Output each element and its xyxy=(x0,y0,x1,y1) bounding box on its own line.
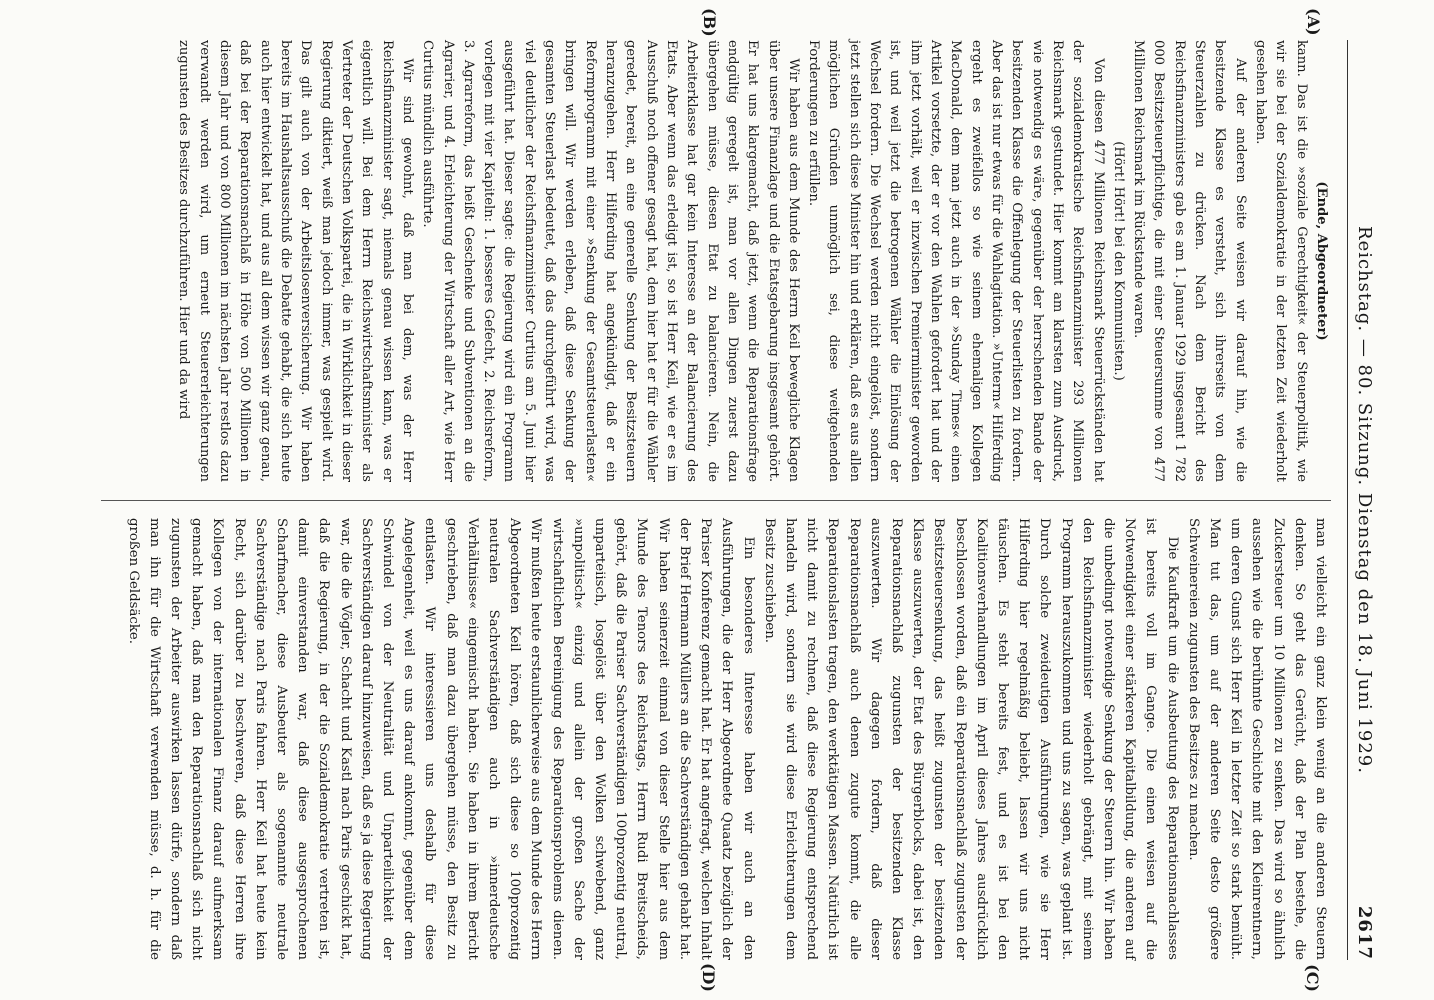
margin-marker-d: (D) xyxy=(699,962,718,992)
paragraph: Auf der anderen Seite weisen wir darauf hin, wie die besitzende Klasse es versteht, sich ihrerseits von dem Steuerzahlen zu drücken. Nach dem Bericht des Reichsfinanzministers gab es am 1. Januar 1929 insgesamt 1 782 000 Besitzsteuerpflichtige, die mit einer Steuersumme von 477 Millionen Reichsmark im Rückstande waren. xyxy=(1131,40,1248,482)
text-columns xyxy=(101,8,1331,992)
right-column xyxy=(101,518,1331,992)
paragraph: Wir sind gewohnt, daß man bei dem, was der Herr Reichsfinanzminister sagt, niemals genau wissen kann, was er eigentlich will. Bei dem Herrn Reichswirtschaftsminister als Vertreter der Deutschen Volkspartei, die in Wirklichkeit in dieser Regierung diktiert, weiß man jedoch immer, was gespielt wird. Das gilt auch von der Arbeitslosenversicherung. Wir haben bereits im Haushaltsausschuß die Debatte gehabt, die sich heute auch hier entwickelt hat, und aus all dem wissen wir ganz genau, daß bei der Reparationsnachlaß in Höhe von 500 Millionen in diesem Jahr und von 800 Millionen im nächsten Jahr restlos dazu verwandt werden wird, um erneut Steuererleichterungen zugunsten des Besitzes durchzuführen. Hier und da wird xyxy=(176,40,415,482)
paragraph: kann. Das ist die »soziale Gerechtigkeit« der Steuerpolitik, wie wir sie bei der Sozialdemokratie in der letzten Zeit wiederholt gesehen haben. xyxy=(1253,40,1309,482)
paragraph: Die Kaufkraft um die Ausbeutung des Reparationsnachlasses ist bereits voll im Gange. Die einen weisen auf die Notwendigkeit einer stärkeren Kapitalbildung, die anderen auf die unbedingt notwendige Senkung der Steuern hin. Wir haben den Reichsfinanzminister wiederholt gebrängt, mit seinem Programm herauszukommen und uns zu sagen, was geplant ist. Durch solche zweideutigen Ausführungen, wie sie Herr Hilferding hier regelmäßig beliebt, lassen wir uns nicht täuschen. Es steht bereits fest, und es ist bei den Koalitionsverhandlungen im April dieses Jahres ausdrücklich beschlossen worden, daß ein Reparationsnachlaß zugunsten der Besitzsteuersenkung, das heißt zugunsten der besitzenden Klasse auszuwerten, der Etat des Bürgerblocks, dabei ist, den Reparationsnachlaß zugunsten der besitzenden Klasse auszuwerten. Wir dagegen fordern, daß dieser Reparationsnachlaß auch denen zugute kommt, die alle Reparationslasten tragen, den werktätigen Massen. Natürlich ist nicht damit zu rechnen, daß diese Regierung entsprechend handeln wird, sondern sie wird diese Erleichterungen dem Besitz zuschieben. xyxy=(761,518,1180,960)
margin-marker-c: (C) xyxy=(1303,964,1322,992)
margin-marker-b: (B) xyxy=(700,8,719,37)
paragraph: Von diesen 477 Millionen Reichsmark Steuerrückständen hat der sozialdemokratische Reichsfinanzminister 293 Millionen Reichsmark gestundet. Hier kommt am klarsten zum Ausdruck, wie notwendig es wäre, gegenüber der herrschenden Bande der besitzenden Klasse die Offenlegung der Steuerlisten zu fordern. Aber das ist nur etwas für die Wahlagitation. »Unterm« Hilferding ergeht es zweifellos so wie seinem ehemaligen Kollegen MacDonald, dem man jetzt auch in der »Sunday Times« einen Artikel vorsetzte, der er vor den Wahlen gefordert hat und der ihm jetzt vorhält, weil er inzwischen Premierminister geworden ist, und weil jetzt die betrogenen Wähler die Einlösung der Wechsel fordern. Die Wechsel werden nicht eingelöst, sondern jetzt stellen sich diese Minister hin und erklären, daß es aus allen möglichen Gründen unmöglich sei, diese weitgehenden Forderungen zu erfüllen. xyxy=(806,40,1106,482)
page-title: Reichstag. — 80. Sitzung. Dienstag den 18. Juni 1929. xyxy=(1354,226,1376,774)
column-divider xyxy=(101,500,1331,501)
interjection: (Hört! Hört! bei den Kommunisten.) xyxy=(1110,141,1126,381)
paragraph: man vielleicht ein ganz klein wenig an die anderen Steuern denken. So geht das Gerücht, daß der Plan bestehe, die Zuckersteuer um 10 Millionen zu senken. Das wird so ähnlich aussehen wie die berühmte Geschichte mit den Kleinrentnern, um deren Gunst sich Herr Keil in letzter Zeit so stark bemüht. Man tut das, um auf der anderen Seite desto größere Schweinereien zugunsten des Besitzes zu machen. xyxy=(1185,518,1328,960)
paragraph: Wir haben aus dem Munde des Herrn Keil bewegliche Klagen über unsere Finanzlage und die Etatsgebarung insgesamt gehört. Er hat uns klargemacht, daß jetzt, wenn die Reparationsfrage endgültig geregelt ist, man vor allen Dingen zuerst dazu übergehen müsse, diesen Etat zu balancieren. Nein, die Arbeiterklasse hat gar kein Interesse an der Balancierung des Etats. Aber wenn das erledigt ist, so ist Herr Keil, wie er es im Ausschuß noch offener gesagt hat, dem hier hat er für die Wähler geredet, bereit, an eine generelle Senkung der Besitzsteuern heranzugehen. Herr Hilferding hat angekündigt, daß er ein Reformprogramm mit einer »Senkung der Gesamtsteuerlasten« bringen will. Wir werden erleben, daß diese Senkung der gesamten Steuerlast bedeutet, daß das durchgeführt wird, was viel deutlicher der Reichsfinanzminister Curtius am 5. Juni hier ausgeführt hat. Dieser sagte: die Regierung wird ein Programm vorlegen mit vier Kapiteln: 1. besseres Gefecht, 2. Reichsreform, 3. Agrarreform, das heißt Geschenke und Subventionen an die Agrarier, und 4. Erleichterung der Wirtschaft aller Art, wie Herr Curtius mündlich ausführte. xyxy=(420,40,801,482)
margin-marker-a: (A) xyxy=(1304,8,1323,36)
paragraph: Ein besonderes Interesse haben wir auch an den Ausführungen, die der Herr Abgeordnete Quaatz bezüglich der Pariser Konferenz gemacht hat. Er hat angefragt, welchen Inhalt der Brief Hermann Müllers an die Sachverständigen gehabt hat. Wir haben seinerzeit einmal von dieser Stelle hier aus dem Munde des Tenors des Reichstags, Herrn Rudi Breitscheids, gehört, daß die Pariser Sachverständigen 100prozentig neutral, unparteiisch, losgelöst über den Wolken schwebend, ganz »unpolitisch« einzig und allein der großen Sache der wirtschaftlichen Bereinigung des Reparationsproblems dienen. Wir mußten heute erstaunlicherweise aus dem Munde des Herrn Abgeordneten Keil hören, daß sich diese so 100prozentig neutralen Sachverständigen auch in »innerdeutsche Verhältnisse« eingemischt haben. Sie haben in ihrem Bericht geschrieben, daß man dazu übergehen müsse, den Besitz zu entlasten. Wir interessieren uns deshalb für diese Angelegenheit, weil es uns darauf ankommt, gegenüber dem Schwindel von der Neutralität und Unparteilichkeit der Sachverständigen darauf hinzuweisen, daß es ja diese Regierung war, die die Vögler, Schacht und Kastl nach Paris geschickt hat, daß die Regierung, in der die Sozialdemokratie vertreten ist, damit einverstanden war, daß diese ausgesprochenen Scharfmacher, diese Ausbeuter als sogenannte neutrale Sachverständige nach Paris fahren. Herr Keil hat heute kein Recht, sich darüber zu beschweren, daß diese Herren ihre Kollegen von der internationalen Finanz darauf aufmerksam gemacht haben, daß man den Reparationsnachlaß sich nicht zugunsten der Arbeiter auswirken lassen dürfe, sondern daß man ihn für die Wirtschaft verwenden müsse, d. h. für die großen Geldsäcke. xyxy=(125,518,756,960)
page-header xyxy=(1347,40,1382,960)
speaker-attribution: (Ende, Abgeordneter) xyxy=(1314,181,1329,341)
page-number: 2617 xyxy=(1354,905,1376,960)
left-column xyxy=(101,8,1331,482)
